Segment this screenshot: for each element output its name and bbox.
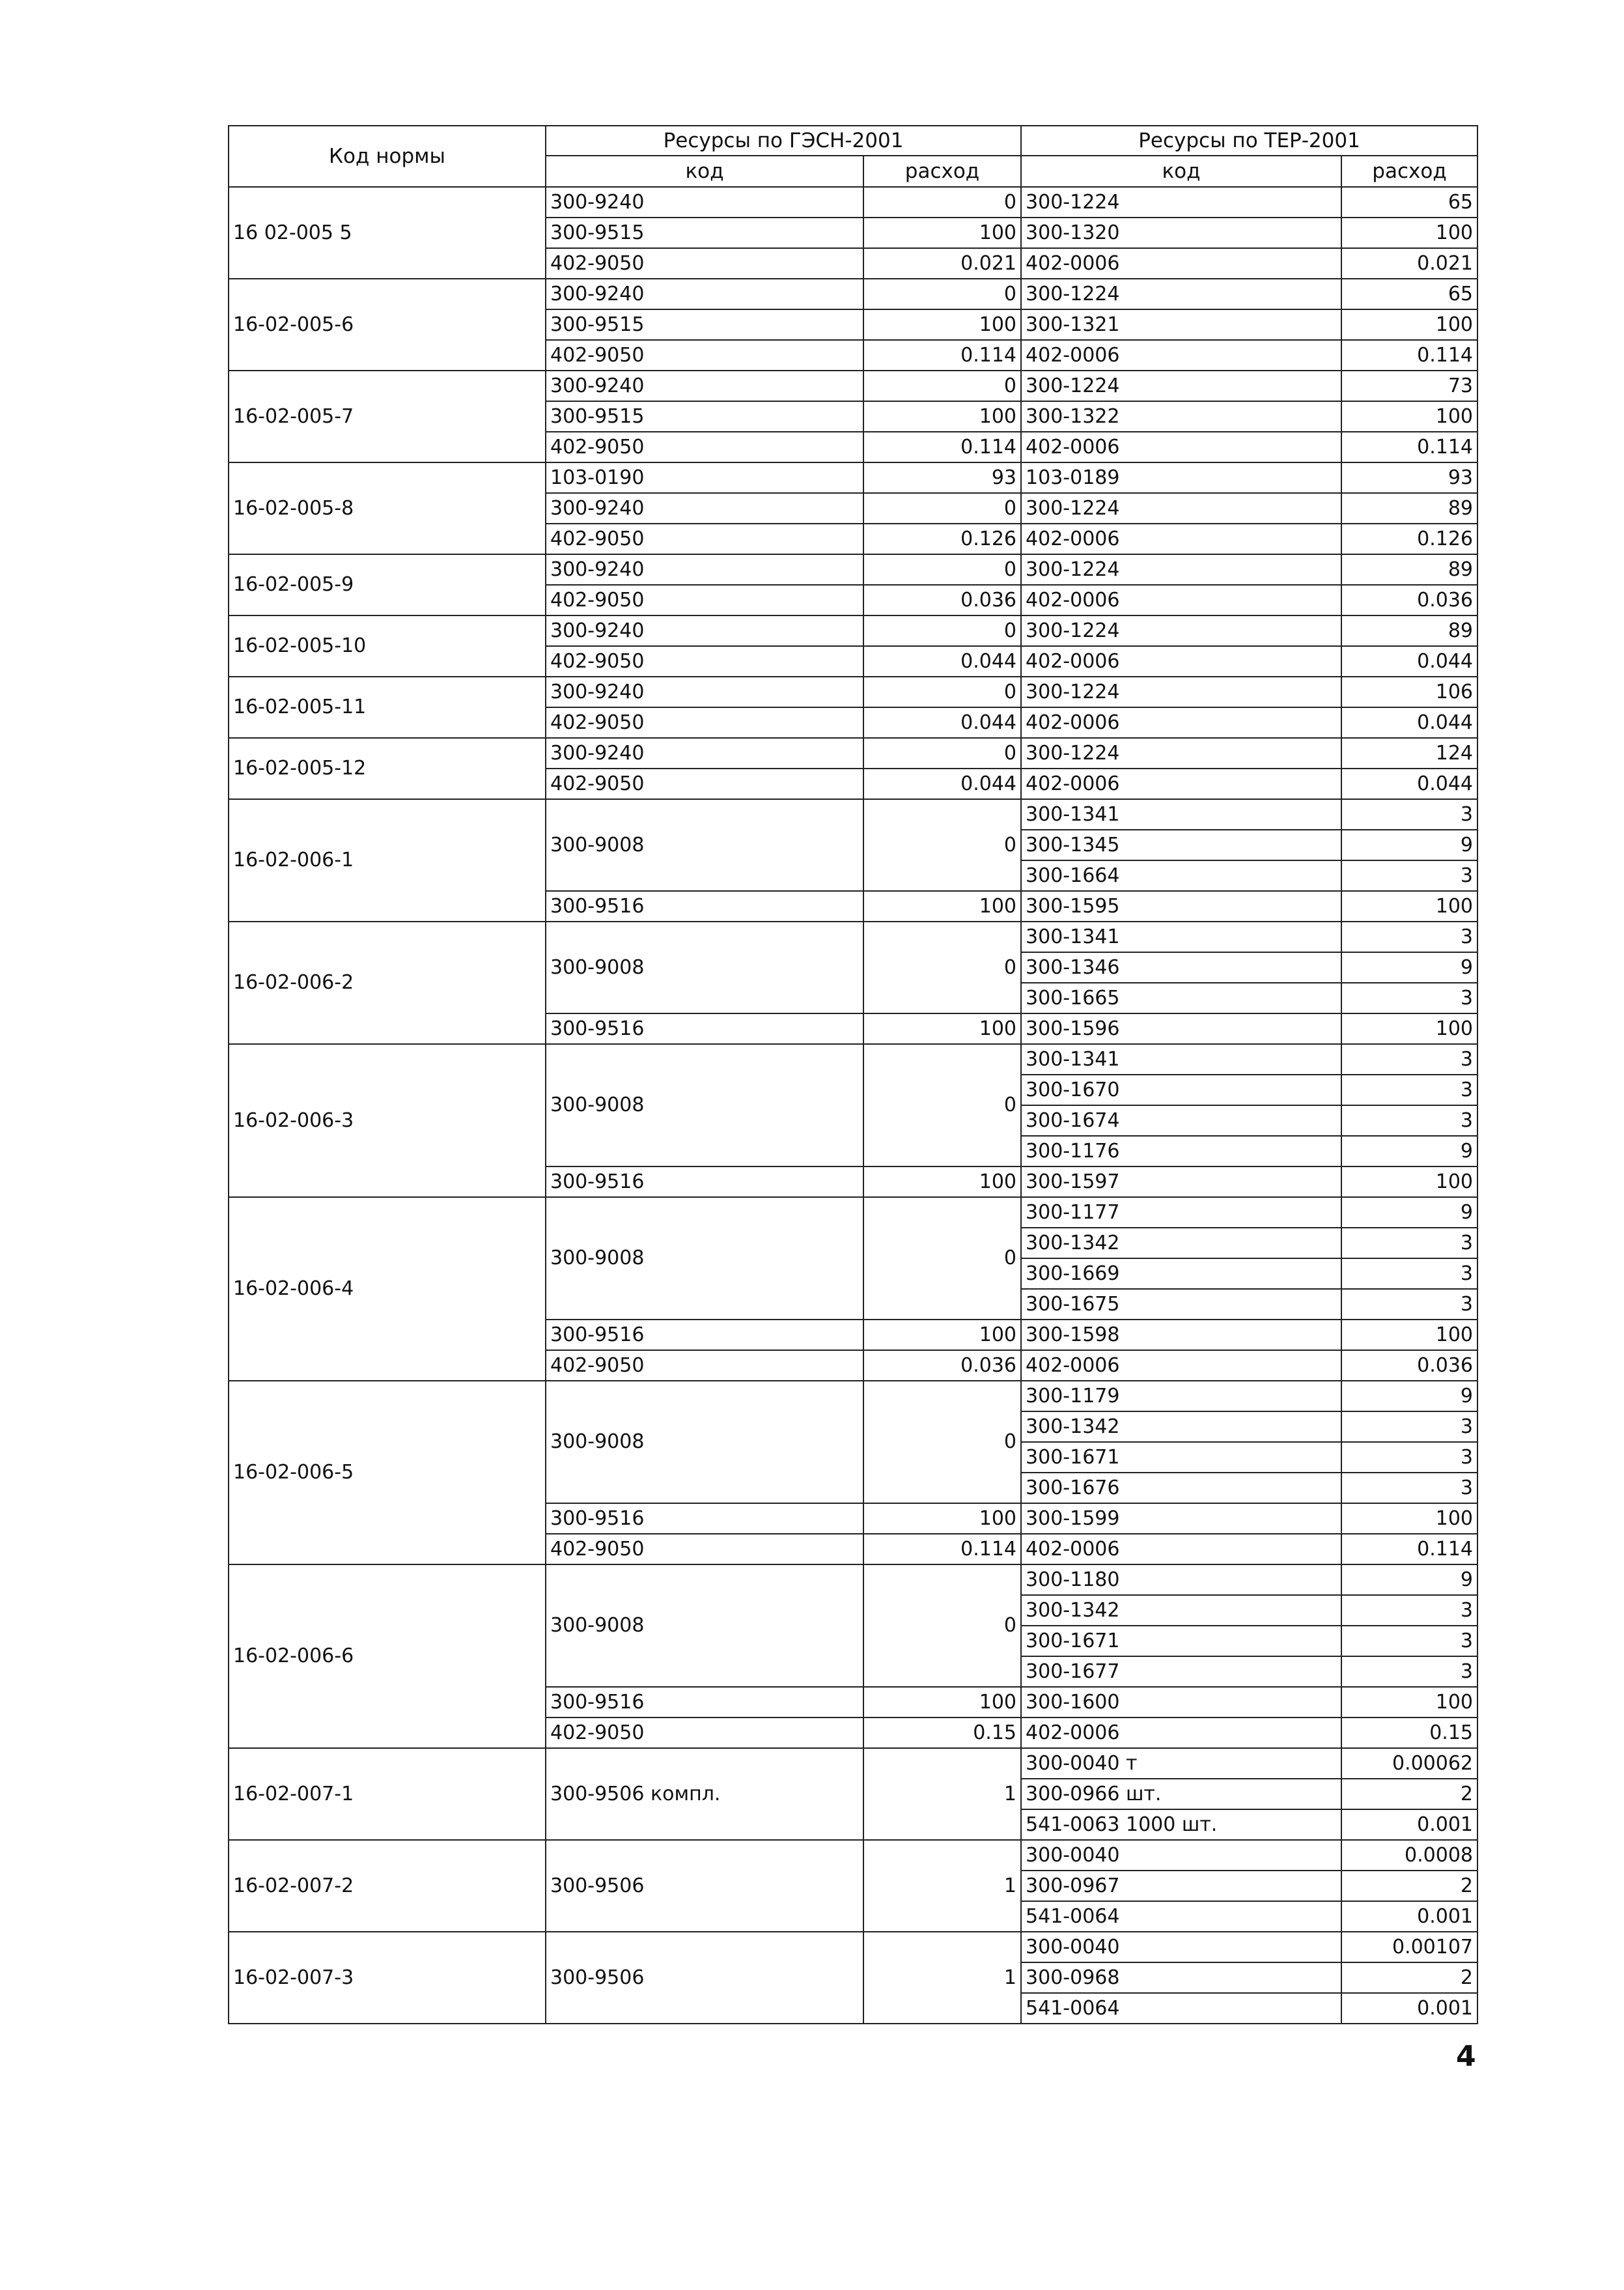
ter-amount-cell: 100 [1341, 1503, 1477, 1534]
ter-amount-cell: 89 [1341, 615, 1477, 646]
gesn-code-cell: 402-9050 [546, 585, 863, 615]
gesn-code-cell: 402-9050 [546, 524, 863, 554]
table-header [229, 126, 1477, 187]
ter-amount-cell: 3 [1341, 1075, 1477, 1105]
ter-amount-cell: 0.001 [1341, 1993, 1477, 2024]
gesn-code-cell: 300-9240 [546, 493, 863, 524]
gesn-amount-cell: 0 [863, 799, 1021, 891]
ter-code-cell: 300-1346 [1021, 952, 1341, 983]
ter-amount-cell: 2 [1341, 1871, 1477, 1901]
ter-code-cell: 300-1675 [1021, 1289, 1341, 1320]
ter-amount-cell: 0.00062 [1341, 1748, 1477, 1779]
norm-code-cell: 16-02-006-3 [229, 1044, 546, 1197]
gesn-amount-cell: 100 [863, 1320, 1021, 1350]
table-row [229, 462, 1477, 493]
header-gesn: Ресурсы по ГЭСН-2001 [546, 126, 1021, 156]
gesn-code-cell: 300-9240 [546, 615, 863, 646]
ter-code-cell: 300-1342 [1021, 1411, 1341, 1442]
ter-amount-cell: 3 [1341, 860, 1477, 891]
ter-code-cell: 541-0063 1000 шт. [1021, 1809, 1341, 1840]
ter-code-cell: 300-1224 [1021, 677, 1341, 707]
gesn-amount-cell: 1 [863, 1840, 1021, 1932]
gesn-code-cell: 402-9050 [546, 340, 863, 371]
table-row [229, 554, 1477, 585]
ter-amount-cell: 3 [1341, 1105, 1477, 1136]
ter-amount-cell: 3 [1341, 1228, 1477, 1258]
gesn-amount-cell: 100 [863, 891, 1021, 922]
ter-code-cell: 300-0966 шт. [1021, 1779, 1341, 1809]
ter-amount-cell: 3 [1341, 1442, 1477, 1473]
ter-code-cell: 402-0006 [1021, 1717, 1341, 1748]
gesn-amount-cell: 100 [863, 1687, 1021, 1717]
ter-amount-cell: 73 [1341, 371, 1477, 401]
ter-code-cell: 300-1669 [1021, 1258, 1341, 1289]
ter-code-cell: 300-1600 [1021, 1687, 1341, 1717]
ter-code-cell: 300-1664 [1021, 860, 1341, 891]
ter-amount-cell: 3 [1341, 1656, 1477, 1687]
gesn-amount-cell: 100 [863, 309, 1021, 340]
norm-code-cell: 16-02-006-5 [229, 1381, 546, 1564]
gesn-amount-cell: 0 [863, 1564, 1021, 1687]
table-body [229, 187, 1477, 2024]
ter-code-cell: 402-0006 [1021, 646, 1341, 677]
gesn-code-cell: 300-9515 [546, 218, 863, 248]
page-number: 4 [1456, 2040, 1476, 2073]
gesn-amount-cell: 0.15 [863, 1717, 1021, 1748]
header-gesn-code: код [546, 156, 863, 187]
ter-code-cell: 300-1597 [1021, 1166, 1341, 1197]
ter-code-cell: 300-1342 [1021, 1228, 1341, 1258]
norm-code-cell: 16-02-007-2 [229, 1840, 546, 1932]
header-norm-code: Код нормы [229, 126, 546, 187]
ter-amount-cell: 0.001 [1341, 1901, 1477, 1932]
table-row [229, 1932, 1477, 1962]
ter-amount-cell: 3 [1341, 983, 1477, 1013]
gesn-amount-cell: 0.036 [863, 1350, 1021, 1381]
gesn-amount-cell: 0 [863, 1044, 1021, 1166]
ter-code-cell: 300-1670 [1021, 1075, 1341, 1105]
gesn-code-cell: 300-9515 [546, 309, 863, 340]
ter-code-cell: 300-1320 [1021, 218, 1341, 248]
ter-code-cell: 300-1224 [1021, 554, 1341, 585]
ter-amount-cell: 100 [1341, 1013, 1477, 1044]
gesn-amount-cell: 0 [863, 187, 1021, 218]
ter-code-cell: 402-0006 [1021, 585, 1341, 615]
ter-code-cell: 300-1596 [1021, 1013, 1341, 1044]
ter-code-cell: 402-0006 [1021, 524, 1341, 554]
ter-amount-cell: 0.036 [1341, 1350, 1477, 1381]
ter-code-cell: 300-1676 [1021, 1473, 1341, 1503]
gesn-code-cell: 300-9008 [546, 1381, 863, 1503]
norm-code-cell: 16-02-005-8 [229, 462, 546, 554]
ter-code-cell: 300-1179 [1021, 1381, 1341, 1411]
ter-code-cell: 300-1671 [1021, 1626, 1341, 1656]
gesn-amount-cell: 1 [863, 1748, 1021, 1840]
ter-amount-cell: 0.036 [1341, 585, 1477, 615]
gesn-code-cell: 402-9050 [546, 707, 863, 738]
ter-code-cell: 402-0006 [1021, 1350, 1341, 1381]
norm-code-cell: 16-02-007-1 [229, 1748, 546, 1840]
ter-code-cell: 300-1341 [1021, 922, 1341, 952]
norm-code-cell: 16-02-005-10 [229, 615, 546, 677]
table-row [229, 1840, 1477, 1871]
ter-code-cell: 300-1599 [1021, 1503, 1341, 1534]
ter-amount-cell: 0.044 [1341, 769, 1477, 799]
gesn-code-cell: 402-9050 [546, 1350, 863, 1381]
norm-code-cell: 16 02-005 5 [229, 187, 546, 279]
ter-amount-cell: 65 [1341, 187, 1477, 218]
gesn-code-cell: 103-0190 [546, 462, 863, 493]
ter-amount-cell: 0.114 [1341, 340, 1477, 371]
resources-table [228, 125, 1478, 2024]
ter-code-cell: 300-1341 [1021, 1044, 1341, 1075]
norm-code-cell: 16-02-006-4 [229, 1197, 546, 1381]
gesn-amount-cell: 0 [863, 279, 1021, 309]
gesn-amount-cell: 0.114 [863, 340, 1021, 371]
gesn-amount-cell: 0.036 [863, 585, 1021, 615]
gesn-code-cell: 300-9240 [546, 187, 863, 218]
table-row [229, 1044, 1477, 1075]
gesn-code-cell: 300-9506 [546, 1840, 863, 1932]
gesn-code-cell: 402-9050 [546, 646, 863, 677]
gesn-amount-cell: 100 [863, 1166, 1021, 1197]
ter-code-cell: 300-1224 [1021, 738, 1341, 769]
gesn-code-cell: 300-9516 [546, 1166, 863, 1197]
ter-code-cell: 402-0006 [1021, 769, 1341, 799]
table-row [229, 371, 1477, 401]
gesn-amount-cell: 100 [863, 1503, 1021, 1534]
ter-code-cell: 402-0006 [1021, 432, 1341, 462]
ter-code-cell: 300-1342 [1021, 1595, 1341, 1626]
gesn-amount-cell: 0 [863, 1197, 1021, 1320]
ter-code-cell: 300-1671 [1021, 1442, 1341, 1473]
gesn-code-cell: 300-9008 [546, 1197, 863, 1320]
table-row [229, 1197, 1477, 1228]
ter-code-cell: 402-0006 [1021, 248, 1341, 279]
gesn-amount-cell: 100 [863, 1013, 1021, 1044]
ter-amount-cell: 0.044 [1341, 707, 1477, 738]
gesn-code-cell: 402-9050 [546, 1717, 863, 1748]
ter-amount-cell: 0.044 [1341, 646, 1477, 677]
table-row [229, 279, 1477, 309]
ter-code-cell: 103-0189 [1021, 462, 1341, 493]
table-row [229, 615, 1477, 646]
gesn-amount-cell: 0 [863, 922, 1021, 1013]
ter-amount-cell: 3 [1341, 1044, 1477, 1075]
ter-amount-cell: 9 [1341, 1564, 1477, 1595]
gesn-code-cell: 402-9050 [546, 432, 863, 462]
gesn-amount-cell: 0.126 [863, 524, 1021, 554]
gesn-code-cell: 300-9240 [546, 738, 863, 769]
table-row [229, 677, 1477, 707]
ter-amount-cell: 100 [1341, 891, 1477, 922]
ter-amount-cell: 89 [1341, 493, 1477, 524]
gesn-code-cell: 300-9240 [546, 371, 863, 401]
gesn-amount-cell: 100 [863, 401, 1021, 432]
ter-amount-cell: 65 [1341, 279, 1477, 309]
gesn-code-cell: 300-9240 [546, 677, 863, 707]
gesn-code-cell: 300-9516 [546, 1503, 863, 1534]
header-gesn-amount: расход [863, 156, 1021, 187]
ter-amount-cell: 124 [1341, 738, 1477, 769]
ter-amount-cell: 100 [1341, 1320, 1477, 1350]
header-ter: Ресурсы по ТЕР-2001 [1021, 126, 1477, 156]
ter-code-cell: 300-1598 [1021, 1320, 1341, 1350]
ter-amount-cell: 3 [1341, 1289, 1477, 1320]
ter-code-cell: 300-1322 [1021, 401, 1341, 432]
gesn-code-cell: 300-9516 [546, 891, 863, 922]
ter-amount-cell: 9 [1341, 830, 1477, 860]
ter-code-cell: 300-1224 [1021, 187, 1341, 218]
gesn-amount-cell: 0 [863, 493, 1021, 524]
ter-code-cell: 300-1674 [1021, 1105, 1341, 1136]
ter-code-cell: 300-0967 [1021, 1871, 1341, 1901]
gesn-amount-cell: 0 [863, 371, 1021, 401]
ter-code-cell: 541-0064 [1021, 1901, 1341, 1932]
ter-code-cell: 541-0064 [1021, 1993, 1341, 2024]
ter-amount-cell: 2 [1341, 1962, 1477, 1993]
ter-amount-cell: 93 [1341, 462, 1477, 493]
ter-amount-cell: 9 [1341, 1381, 1477, 1411]
gesn-amount-cell: 0.114 [863, 432, 1021, 462]
header-ter-amount: расход [1341, 156, 1477, 187]
ter-code-cell: 300-1176 [1021, 1136, 1341, 1166]
gesn-amount-cell: 93 [863, 462, 1021, 493]
table-row [229, 1748, 1477, 1779]
gesn-code-cell: 402-9050 [546, 769, 863, 799]
ter-amount-cell: 9 [1341, 1197, 1477, 1228]
ter-code-cell: 300-1595 [1021, 891, 1341, 922]
ter-code-cell: 300-1677 [1021, 1656, 1341, 1687]
gesn-code-cell: 300-9008 [546, 1044, 863, 1166]
table-row [229, 1564, 1477, 1595]
gesn-amount-cell: 0 [863, 1381, 1021, 1503]
gesn-code-cell: 300-9008 [546, 799, 863, 891]
gesn-code-cell: 300-9240 [546, 554, 863, 585]
ter-code-cell: 300-0040 т [1021, 1748, 1341, 1779]
gesn-code-cell: 300-9516 [546, 1013, 863, 1044]
ter-code-cell: 300-1321 [1021, 309, 1341, 340]
ter-code-cell: 300-1180 [1021, 1564, 1341, 1595]
table-row [229, 922, 1477, 952]
norm-code-cell: 16-02-005-9 [229, 554, 546, 615]
ter-amount-cell: 0.0008 [1341, 1840, 1477, 1871]
gesn-code-cell: 300-9008 [546, 1564, 863, 1687]
ter-amount-cell: 100 [1341, 1687, 1477, 1717]
ter-amount-cell: 106 [1341, 677, 1477, 707]
gesn-code-cell: 300-9008 [546, 922, 863, 1013]
gesn-amount-cell: 0 [863, 554, 1021, 585]
ter-amount-cell: 3 [1341, 1258, 1477, 1289]
ter-amount-cell: 0.00107 [1341, 1932, 1477, 1962]
ter-amount-cell: 100 [1341, 1166, 1477, 1197]
norm-code-cell: 16-02-007-3 [229, 1932, 546, 2024]
gesn-code-cell: 300-9516 [546, 1320, 863, 1350]
ter-code-cell: 300-1224 [1021, 493, 1341, 524]
ter-code-cell: 300-0968 [1021, 1962, 1341, 1993]
ter-code-cell: 300-1341 [1021, 799, 1341, 830]
gesn-amount-cell: 100 [863, 218, 1021, 248]
gesn-code-cell: 300-9240 [546, 279, 863, 309]
ter-amount-cell: 0.114 [1341, 1534, 1477, 1564]
ter-amount-cell: 3 [1341, 1411, 1477, 1442]
ter-amount-cell: 89 [1341, 554, 1477, 585]
ter-amount-cell: 9 [1341, 952, 1477, 983]
gesn-amount-cell: 0 [863, 738, 1021, 769]
gesn-code-cell: 402-9050 [546, 1534, 863, 1564]
norm-code-cell: 16-02-006-6 [229, 1564, 546, 1748]
gesn-amount-cell: 0.021 [863, 248, 1021, 279]
ter-code-cell: 300-0040 [1021, 1840, 1341, 1871]
ter-amount-cell: 0.021 [1341, 248, 1477, 279]
gesn-amount-cell: 0 [863, 677, 1021, 707]
table-row [229, 799, 1477, 830]
ter-code-cell: 300-1224 [1021, 615, 1341, 646]
gesn-code-cell: 402-9050 [546, 248, 863, 279]
gesn-amount-cell: 0.044 [863, 769, 1021, 799]
table-row [229, 738, 1477, 769]
header-ter-code: код [1021, 156, 1341, 187]
ter-amount-cell: 100 [1341, 401, 1477, 432]
table-row [229, 1381, 1477, 1411]
ter-amount-cell: 3 [1341, 799, 1477, 830]
ter-code-cell: 300-1224 [1021, 371, 1341, 401]
ter-amount-cell: 0.114 [1341, 432, 1477, 462]
ter-code-cell: 300-0040 [1021, 1932, 1341, 1962]
norm-code-cell: 16-02-005-6 [229, 279, 546, 371]
ter-code-cell: 300-1177 [1021, 1197, 1341, 1228]
ter-code-cell: 300-1345 [1021, 830, 1341, 860]
norm-code-cell: 16-02-005-7 [229, 371, 546, 462]
ter-code-cell: 300-1665 [1021, 983, 1341, 1013]
ter-amount-cell: 3 [1341, 1626, 1477, 1656]
gesn-amount-cell: 0.044 [863, 646, 1021, 677]
ter-code-cell: 402-0006 [1021, 340, 1341, 371]
gesn-code-cell: 300-9506 компл. [546, 1748, 863, 1840]
gesn-amount-cell: 1 [863, 1932, 1021, 2024]
table-row [229, 187, 1477, 218]
ter-code-cell: 402-0006 [1021, 1534, 1341, 1564]
ter-amount-cell: 0.001 [1341, 1809, 1477, 1840]
ter-amount-cell: 3 [1341, 1473, 1477, 1503]
gesn-amount-cell: 0 [863, 615, 1021, 646]
norm-code-cell: 16-02-006-2 [229, 922, 546, 1044]
norm-code-cell: 16-02-006-1 [229, 799, 546, 922]
ter-amount-cell: 0.15 [1341, 1717, 1477, 1748]
gesn-code-cell: 300-9515 [546, 401, 863, 432]
ter-amount-cell: 100 [1341, 218, 1477, 248]
gesn-amount-cell: 0.114 [863, 1534, 1021, 1564]
norm-code-cell: 16-02-005-12 [229, 738, 546, 799]
gesn-code-cell: 300-9516 [546, 1687, 863, 1717]
ter-amount-cell: 2 [1341, 1779, 1477, 1809]
ter-amount-cell: 100 [1341, 309, 1477, 340]
ter-code-cell: 402-0006 [1021, 707, 1341, 738]
gesn-amount-cell: 0.044 [863, 707, 1021, 738]
ter-amount-cell: 9 [1341, 1136, 1477, 1166]
ter-amount-cell: 3 [1341, 922, 1477, 952]
ter-code-cell: 300-1224 [1021, 279, 1341, 309]
ter-amount-cell: 3 [1341, 1595, 1477, 1626]
ter-amount-cell: 0.126 [1341, 524, 1477, 554]
gesn-code-cell: 300-9506 [546, 1932, 863, 2024]
norm-code-cell: 16-02-005-11 [229, 677, 546, 738]
